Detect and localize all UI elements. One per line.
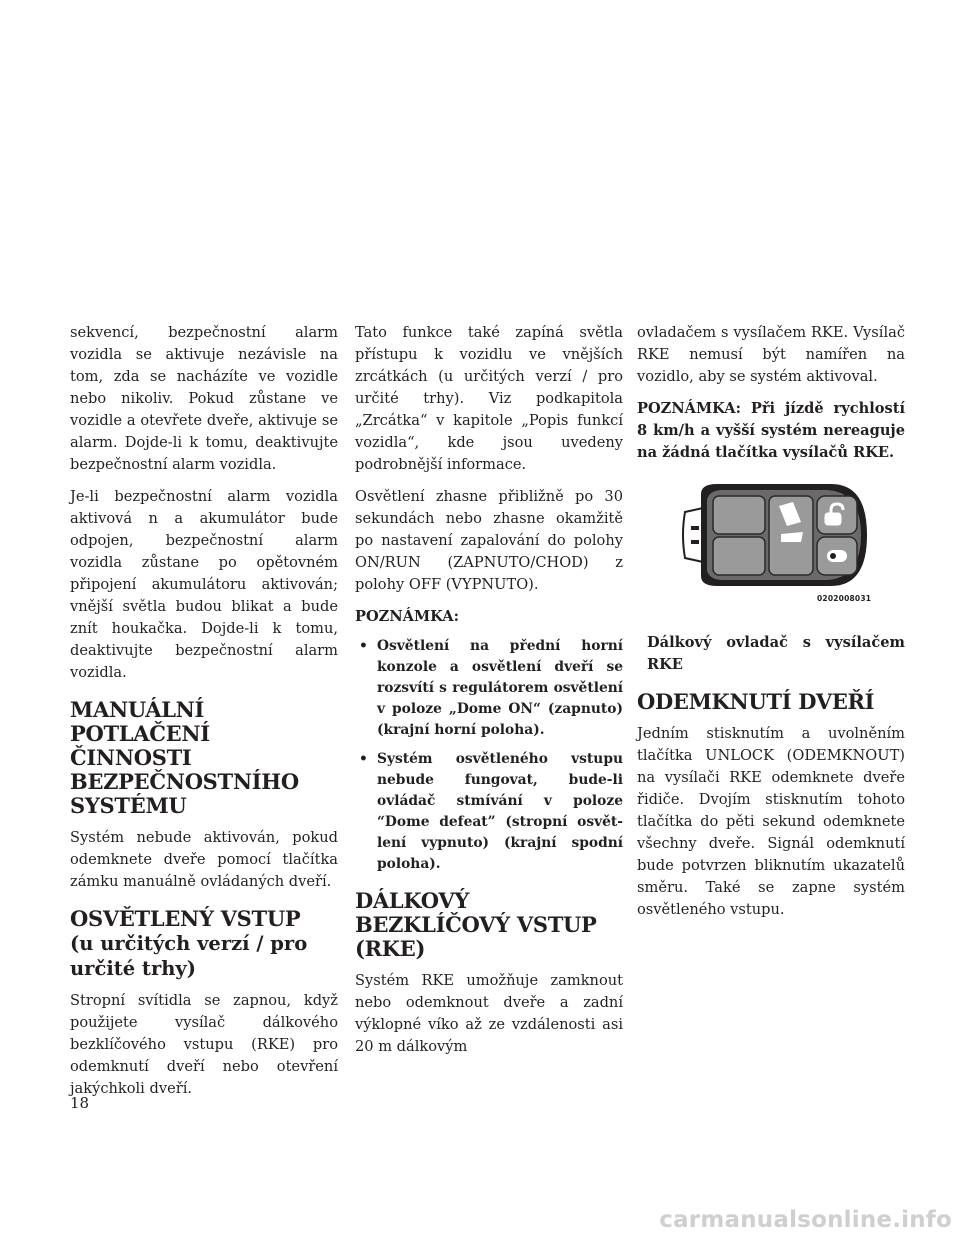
note-label: POZNÁMKA:	[355, 608, 459, 625]
key-fob-illustration	[681, 482, 871, 588]
heading-rke: DÁLKOVÝ BEZKLÍČOVÝ VSTUP (RKE)	[355, 888, 597, 961]
paragraph-illuminated-entry: Stropní svítidla se zapnou, když použijete vysílač dálkového bezklíčového vstupu (RKE) pro odemknutí dveří nebo otevření jakýchkoli dveří.	[70, 992, 338, 1097]
watermark: carmanualsonline.info	[659, 1207, 952, 1233]
lock-icon	[827, 550, 847, 562]
note-speed: POZNÁMKA: Při jízdě rychlostí 8 km/h a vyšší systém nereaguje na žádná tlačítka vysílačů RKE.	[637, 400, 905, 461]
key-fob-figure	[637, 482, 905, 632]
note-bullet-item: • Systém osvětleného vstupu nebude fungovat, bude-li ovládač stmívání v poloze “Dome defeat” (stropní osvětlení vypnuto) (krajní spodní poloha).	[355, 749, 623, 875]
paragraph-mirror-lights: Tato funkce také zapíná světla přístupu k vozidlu ve vnějších zrcátkách (u určitých verzí / pro určité trhy). Viz podkapitola „Zrcátka“ v kapitole „Popis funkcí vozidla“, kde jsou uvedeny podrobnější informace.	[355, 324, 623, 473]
paragraph-rke-continued: ovladačem s vysílačem RKE. Vysílač RKE nemusí být namířen na vozidlo, aby se systém aktivoval.	[637, 324, 905, 385]
paragraph-alarm-sequence: sekvencí, bezpečnostní alarm vozidla se aktivuje nezávisle na tom, zda se nacházíte ve vozidle nebo nikoliv. Pokud zůstane ve vozidle a otevřete dveře, aktivuje se alarm. Dojde-li k tomu, deaktivujte bezpečnostní alarm vozidla.	[70, 324, 338, 473]
heading-unlock-doors: ODEMKNUTÍ DVEŘÍ	[637, 689, 875, 714]
heading-illuminated-entry	[70, 907, 338, 981]
figure-caption: Dálkový ovladač s vysílačem RKE	[647, 634, 905, 673]
figure-code: 0202008031	[817, 594, 872, 603]
paragraph-unlock-doors: Jedním stisknutím a uvolněním tlačítka UNLOCK (ODEMKNOUT) na vysílači RKE odemknete dveře řidiče. Dvojím stisknutím tohoto tlačítka do pěti sekund odemknete všechny dveře. Signál odemknutí bude potvrzen bliknutím ukazatelů směru. Také se zapne systém osvětleného vstupu.	[637, 725, 905, 918]
paragraph-battery-disconnect: Je-li bezpečnostní alarm vozidla aktivová n a akumulátor bude odpojen, bezpečnostní alarm vozidla zůstane po opětovném připojení akumulátoru aktivován; vnější světla budou blikat a bude znít houkačka. Dojde-li k tomu, deaktivujte bezpečnostní alarm vozidla.	[70, 488, 338, 681]
heading-illuminated-entry-title: OSVĚTLENÝ VSTUP	[70, 906, 301, 931]
column-right	[637, 322, 905, 931]
heading-illuminated-entry-subtitle: (u určitých verzí / pro určité trhy)	[70, 932, 308, 980]
note-bullet-list	[355, 636, 623, 875]
column-middle	[355, 322, 623, 1068]
page-number: 18	[70, 1094, 90, 1112]
paragraph-manual-override: Systém nebude aktivován, pokud odemknete dveře pomocí tlačítka zámku manuálně ovládaných dveří.	[70, 829, 338, 890]
paragraph-rke: Systém RKE umožňuje zamknout nebo odemknout dveře a zadní výklopné víko až ze vzdálenosti asi 20 m dálkovým	[355, 972, 623, 1055]
paragraph-lights-off: Osvětlení zhasne přibližně po 30 sekundách nebo zhasne okamžitě po nastavení zapalování do polohy ON/RUN (ZAPNUTO/CHOD) z polohy OFF (VYPNUTO).	[355, 488, 623, 593]
note-bullet-item: • Osvětlení na přední horní konzole a osvětlení dveří se rozsvítí s regulátorem osvětlení v poloze „Dome ON“ (zapnuto) (krajní horní poloha).	[355, 636, 623, 741]
heading-manual-override: MANUÁLNÍ POTLAČENÍ ČINNOSTI BEZPEČNOSTNÍHO SYSTÉMU	[70, 697, 299, 818]
column-left	[70, 322, 338, 1110]
